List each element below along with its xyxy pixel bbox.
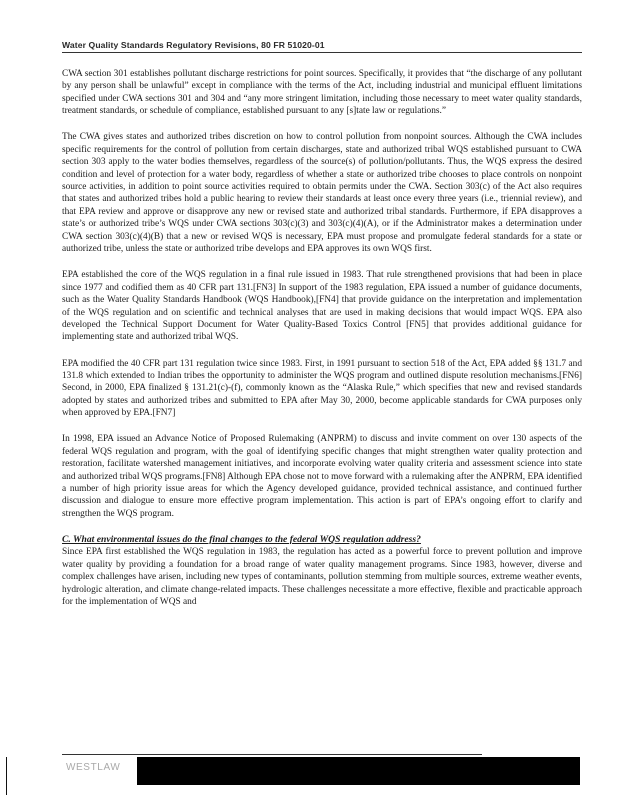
- margin-bar: [6, 757, 7, 795]
- paragraph-modifications: EPA modified the 40 CFR part 131 regulation twice since 1983. First, in 1991 pursuant to section 518 of the Act, EPA added §§ 131.7 and 131.8 which extended to Indian tribes the opportunity to administer the WQS program and outlined dispute resolution mechanisms.[FN6] Second, in 2000, EPA finalized § 131.21(c)-(f), commonly known as the “Alaska Rule,” which specifies that new and revised standards adopted by states and authorized tribes and submitted to EPA after May 30, 2000, become applicable standards for CWA purposes only when approved by EPA.[FN7]: [62, 358, 582, 419]
- header-rule: [62, 52, 582, 53]
- paragraph-cwa-301: CWA section 301 establishes pollutant discharge restrictions for point sources. Specifically, it provides that “the discharge of any pollutant by any person shall be unlawful” except in compliance with the terms of the Act, including industrial and municipal effluent limitations specified under CWA sections 301 and 304 and “any more stringent limitation, including those necessary to meet water quality standards, treatment standards, or schedule of compliance, established pursuant to any [s]tate law or regulations.”: [62, 69, 582, 117]
- running-head: Water Quality Standards Regulatory Revisions, 80 FR 51020-01: [62, 40, 325, 50]
- paragraph-1983-rule: EPA established the core of the WQS regulation in a final rule issued in 1983. That rule strengthened provisions that had been in place since 1977 and codified them as 40 CFR part 131.[FN3] In support of the 1983 regulation, EPA issued a number of guidance documents, such as the Water Quality Standards Handbook (WQS Handbook),[FN4] that provide guidance on the interpretation and implementation of the WQS regulation and on scientific and technical analyses that are used in making decisions that would impact WQS. EPA also developed the Technical Support Document for Water Quality-Based Toxics Control [FN5] that provides additional guidance for implementing state and authorized tribal WQS.: [62, 270, 582, 343]
- paragraph-nonpoint-sources: The CWA gives states and authorized tribes discretion on how to control pollution from nonpoint sources. Although the CWA includes specific requirements for the control of pollution from certain discharges, state and authorized tribal WQS established pursuant to CWA section 303 apply to the water bodies themselves, regardless of the source(s) of pollution/pollutants. Thus, the WQS express the desired condition and level of protection for a water body, regardless of whether a state or authorized tribe chooses to place controls on nonpoint source activities, in addition to point source activities required to obtain permits under the CWA. Section 303(c) of the Act also requires that states and authorized tribes hold a public hearing to review their standards at least once every three years (i.e., triennial review), and that EPA review and approve or disapprove any new or revised state and authorized tribal standards. Furthermore, if EPA disapproves a state’s or authorized tribe’s WQS under CWA sections 303(c)(3) and 303(c)(4)(A), or if the Administrator makes a determination under CWA section 303(c)(4)(B) that a new or revised WQS is necessary, EPA must propose and promulgate federal standards for a state or authorized tribe, unless the state or authorized tribe develops and EPA approves its own WQS first.: [62, 132, 582, 255]
- westlaw-logo: WESTLAW: [66, 762, 121, 773]
- paragraph-anprm: In 1998, EPA issued an Advance Notice of Proposed Rulemaking (ANPRM) to discuss and invite comment on over 130 aspects of the federal WQS regulation and program, with the goal of identifying specific changes that might strengthen water quality protection and restoration, facilitate watershed management initiatives, and incorporate evolving water quality criteria and assessment science into state and authorized tribal WQS programs.[FN8] Although EPA chose not to move forward with a rulemaking after the ANPRM, EPA identified a number of high priority issue areas for which the Agency developed guidance, provided technical assistance, and continued further discussion and dialogue to ensure more effective program implementation. This action is part of EPA’s ongoing effort to clarify and strengthen the WQS program.: [62, 434, 582, 519]
- redaction-block: [137, 757, 580, 785]
- document-body: [62, 68, 582, 622]
- section-heading: C. What environmental issues do the final changes to the federal WQS regulation address?: [62, 533, 421, 545]
- paragraph-challenges: Since EPA first established the WQS regulation in 1983, the regulation has acted as a powerful force to prevent pollution and improve water quality by providing a foundation for a broad range of water quality management programs. Since 1983, however, diverse and complex challenges have arisen, including new types of contaminants, pollution stemming from multiple sources, extreme weather events, hydrologic alteration, and climate change-related impacts. These challenges necessitate a more effective, flexible and practicable approach for the implementation of WQS and: [62, 547, 582, 608]
- footer-rule: [62, 754, 482, 755]
